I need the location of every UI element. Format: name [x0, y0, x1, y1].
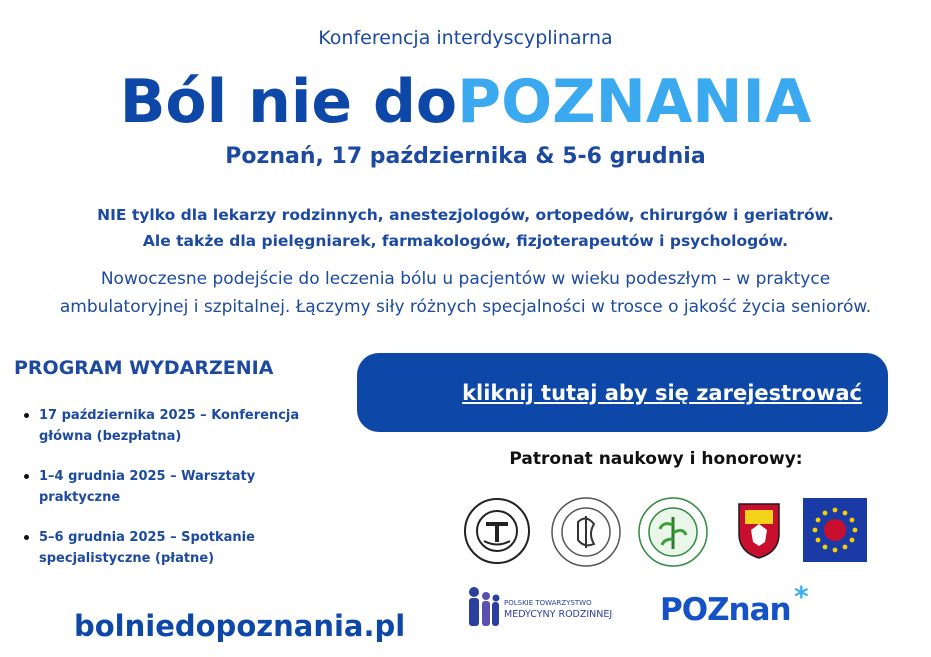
bullet-icon: [24, 413, 29, 418]
program-item: 17 października 2025 – Konferencja główna (bezpłatna): [14, 405, 334, 447]
patronage-title: Patronat naukowy i honorowy:: [509, 449, 803, 469]
gerontology-society-logo: [462, 496, 532, 566]
bullet-icon: [24, 474, 29, 479]
conference-title: [0, 66, 931, 138]
program-title: PROGRAM WYDARZENIA: [14, 357, 274, 379]
register-button[interactable]: [357, 353, 888, 432]
audience-line-2: Ale także dla pielęgniarek, farmakologów, fizjoterapeutów i psychologów.: [142, 232, 789, 250]
asterisk-icon: *: [794, 580, 809, 613]
title-part-2: POZNANIA: [457, 67, 812, 137]
program-item: 1–4 grudnia 2025 – Warsztaty praktyczne: [14, 466, 334, 508]
bullet-icon: [24, 535, 29, 540]
register-button-label[interactable]: kliknij tutaj aby się zarejestrować: [462, 380, 862, 405]
orthopedics-society-logo: [636, 495, 710, 569]
title-part-1: Ból nie do: [119, 67, 458, 137]
family-figures-icon: [466, 584, 502, 630]
ptmr-logo: POLSKIE TOWARZYSTWO MEDYCYNY RODZINNEJ: [466, 584, 606, 632]
university-crest-logo: [735, 500, 783, 560]
anesthesiology-society-logo: [548, 494, 624, 570]
conference-pretitle: Konferencja interdyscyplinarna: [318, 27, 613, 49]
description-text: [0, 265, 931, 321]
eu-flag-logo: [803, 498, 867, 562]
description-line-1: Nowoczesne podejście do leczenia bólu u pacjentów w wieku podeszłym – w praktyce: [100, 269, 831, 289]
description-line-2: ambulatoryjnej i szpitalnej. Łączymy siły różnych specjalności w trosce o jakość życia seniorów.: [59, 297, 872, 317]
poznan-city-logo: POZnan *: [660, 580, 809, 628]
program-list: [14, 405, 334, 588]
conference-dates: Poznań, 17 października & 5-6 grudnia: [225, 144, 706, 169]
website-link[interactable]: bolniedopoznania.pl: [74, 609, 406, 643]
audience-line-1: NIE tylko dla lekarzy rodzinnych, anestezjologów, ortopedów, chirurgów i geriatrów.: [97, 206, 834, 224]
audience-text: [0, 202, 931, 254]
program-item: 5–6 grudnia 2025 – Spotkanie specjalistyczne (płatne): [14, 527, 334, 569]
